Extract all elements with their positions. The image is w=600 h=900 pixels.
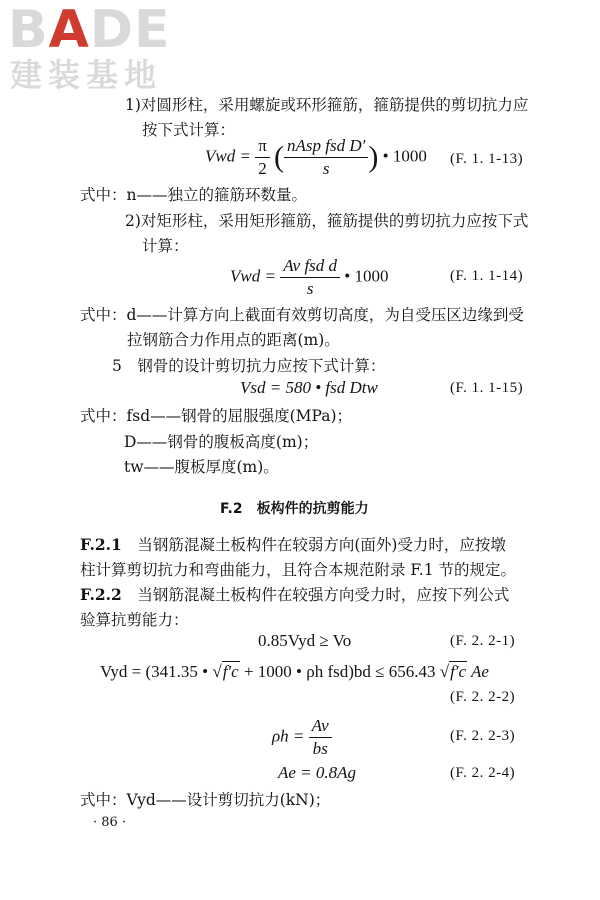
page-number: · 86 · [93,815,127,830]
where-clause-vyd: 式中：Vyd——设计剪切抗力(kN)； [80,791,331,809]
where-clause-d-line1: 式中：d——计算方向上截面有效剪切高度，为自受压区边缘到受 [80,306,524,324]
watermark-logo: BADE [8,0,171,60]
equation-f2223: ρh = $\frac{Av}{bs}$ [272,716,332,759]
watermark-logo-chinese: 建装基地 [10,56,163,94]
item5: 5 钢骨的设计剪切抗力应按下式计算： [112,357,386,375]
equation-f2221: 0.85Vyd ≥ Vo [258,631,352,650]
item1-line2: 按下式计算： [142,121,236,139]
where-clause-n: 式中：n——独立的箍筋环数量。 [80,186,307,204]
equation-f2222: Vyd = (341.35 • √f′c + 1000 • ρh fsd)bd ≤ 656.43 √f′c Ae [100,662,489,681]
where-clause-tw: tw——腹板厚度(m)。 [124,458,279,476]
equation-f1114: Vwd = $\frac{\text{Av fsd d}}{s}$ • 1000 [230,256,389,298]
equation-number: (F. 2. 2-1) [450,633,516,649]
section-title: F.2 板构件的抗剪能力 [220,501,369,517]
where-clause-D: D——钢骨的腹板高度(m)； [124,433,319,451]
clause-f222-line2: 验算抗剪能力： [80,611,189,629]
equation-f1113: Vwd = $\frac{\pi}{2}$ ( $\frac{\text{nAsp fsd D′}}{s}$ ) • 1000 [205,136,427,178]
equation-number: (F. 1. 1-13) [450,151,524,167]
clause-f221-line2: 柱计算剪切抗力和弯曲能力，且符合本规范附录 F.1 节的规定。 [80,561,516,579]
clause-f222-line1: F.2.2 当钢筋混凝土板构件在较强方向受力时，应按下列公式 [80,585,510,604]
equation-number: (F. 1. 1-14) [450,268,524,284]
equation-f2224: Ae = 0.8Ag [278,763,357,782]
clause-f221-line1: F.2.1 当钢筋混凝土板构件在较弱方向(面外)受力时，应按墩 [80,535,506,554]
equation-f1115: Vsd = 580 • fsd Dtw [240,378,378,397]
equation-number: (F. 1. 1-15) [450,380,524,396]
where-clause-d-line2: 拉钢筋合力作用点的距离(m)。 [127,331,340,349]
where-clause-fsd: 式中：fsd——钢骨的屈服强度(MPa)； [80,407,353,425]
item1-line1: 1)对圆形柱，采用螺旋或环形箍筋，箍筋提供的剪切抗力应 [125,96,529,114]
equation-number: (F. 2. 2-4) [450,765,516,781]
equation-number: (F. 2. 2-3) [450,728,516,744]
item2-line1: 2)对矩形柱，采用矩形箍筋，箍筋提供的剪切抗力应按下式 [125,212,529,230]
equation-number: (F. 2. 2-2) [450,689,516,705]
item2-line2: 计算： [142,237,189,255]
